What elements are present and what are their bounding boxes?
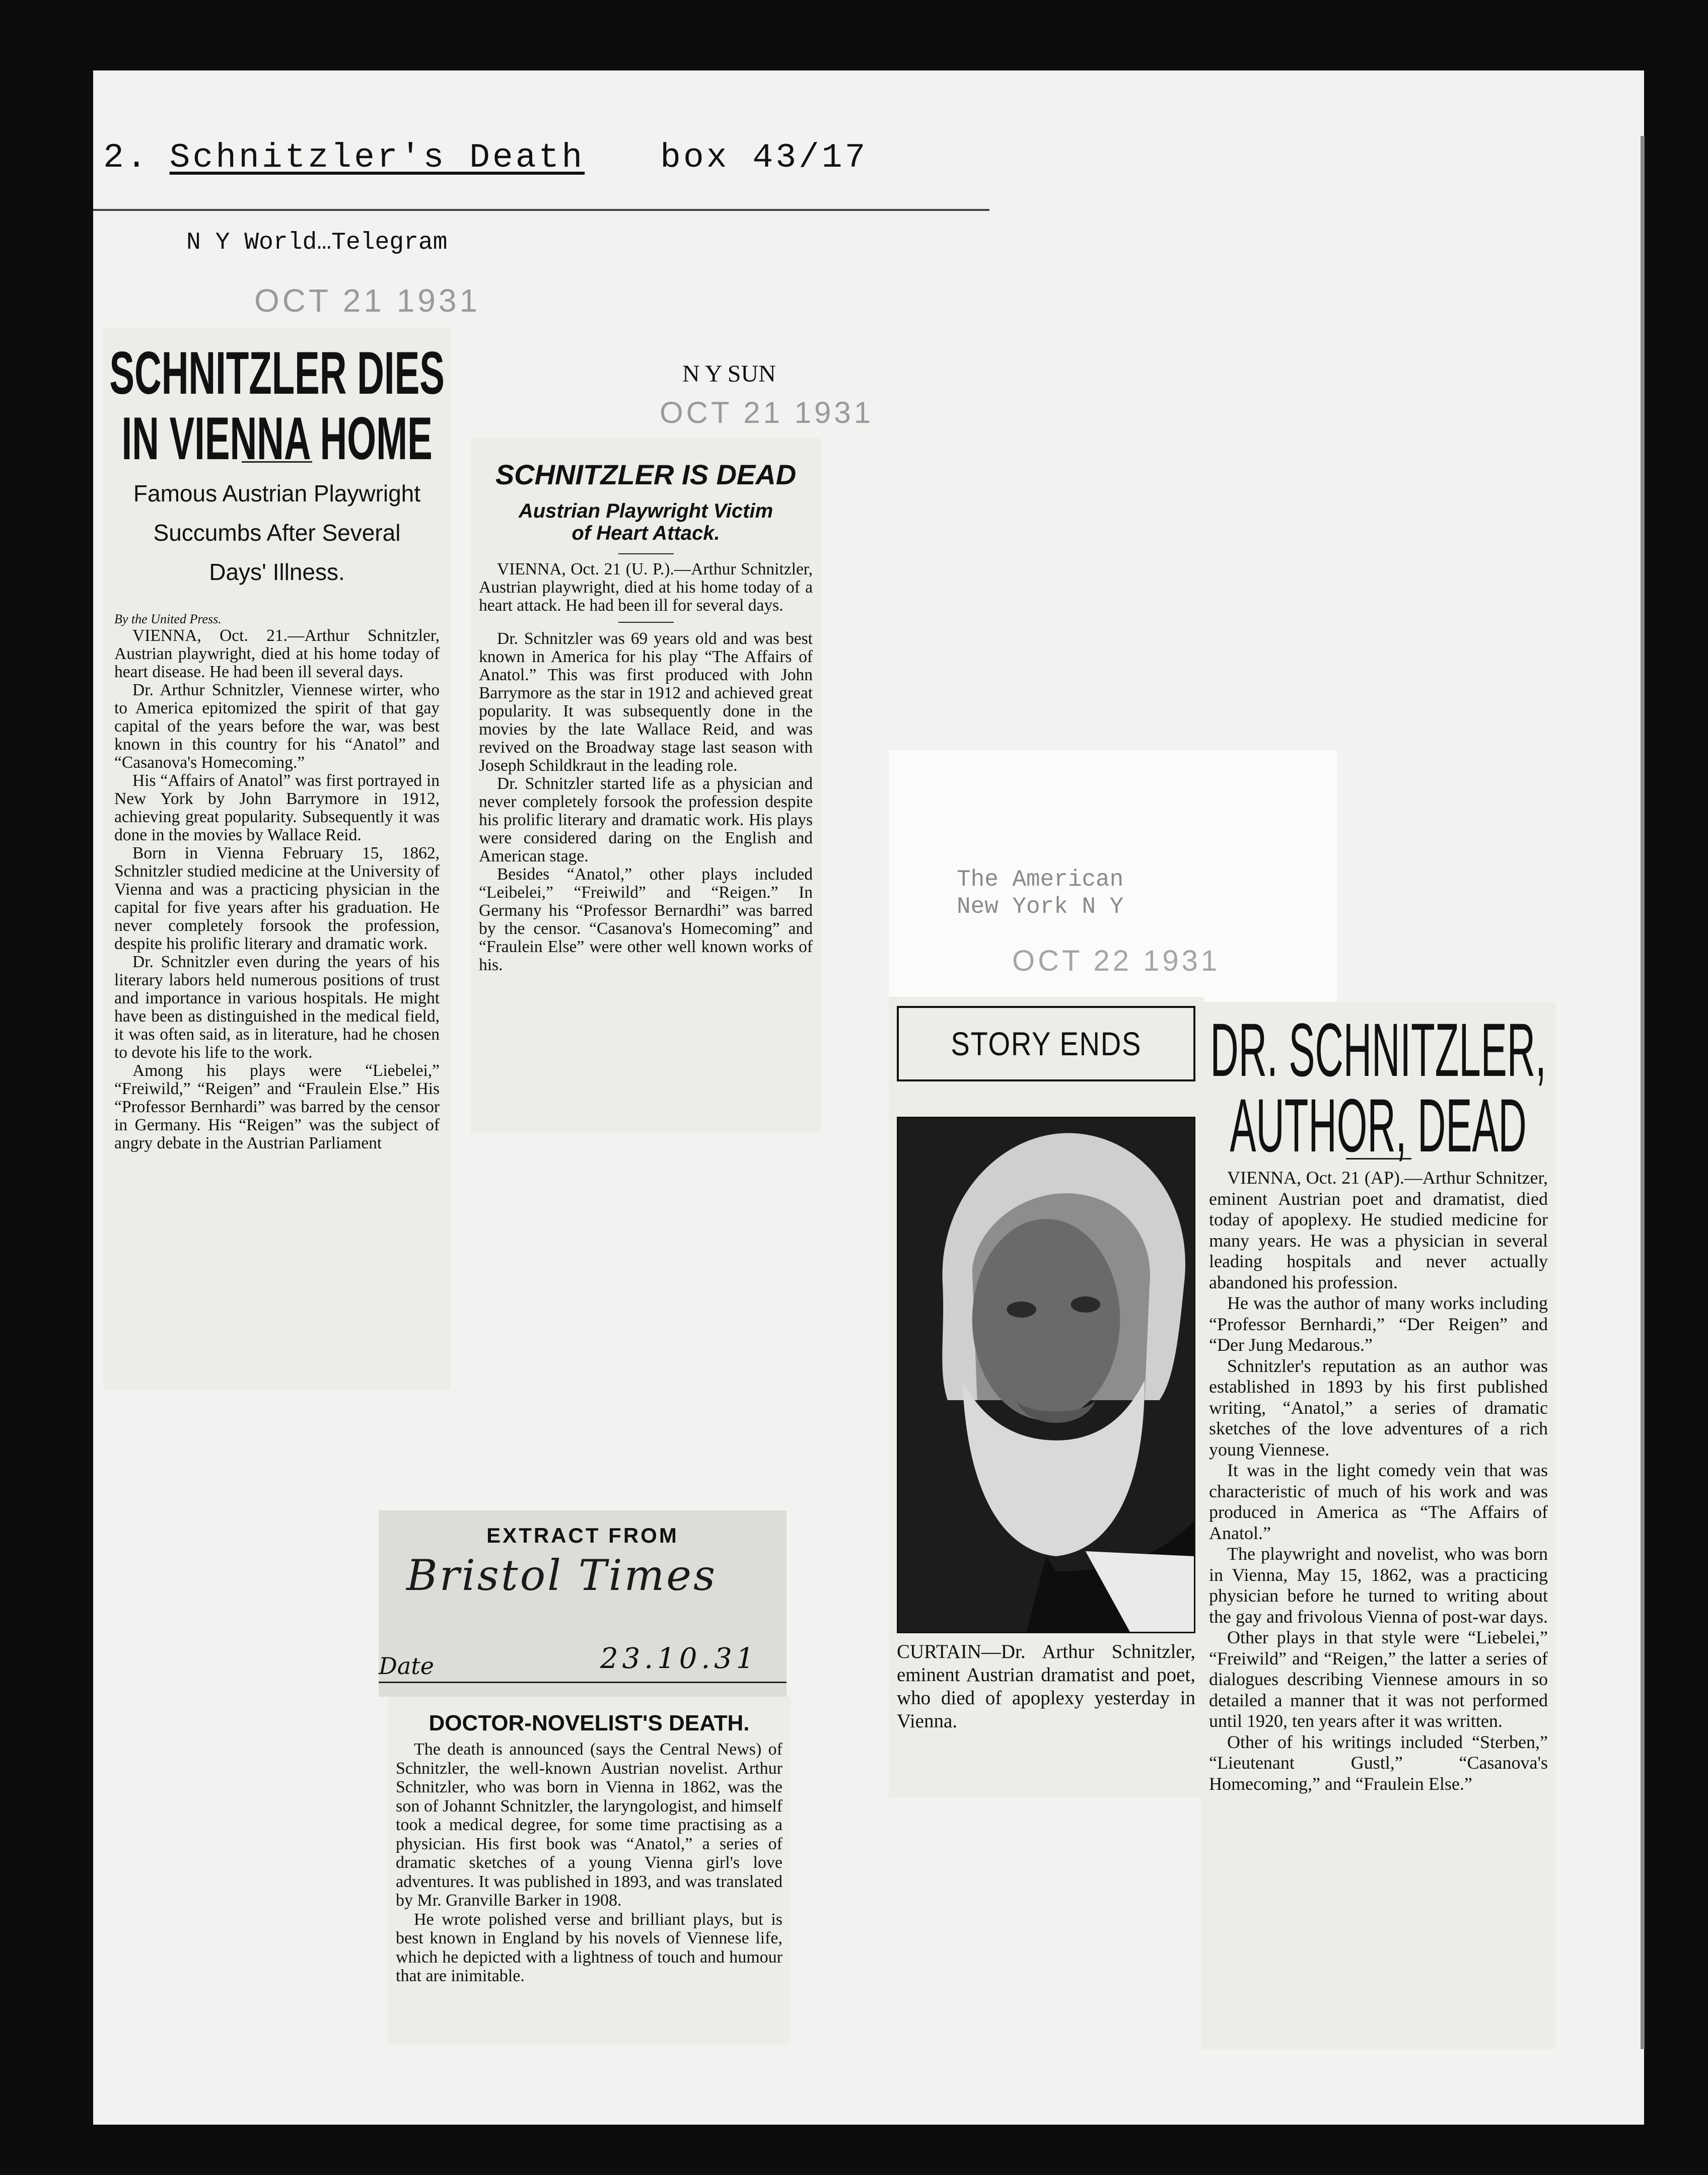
bristol-extract-form	[379, 1510, 787, 1697]
ny-sun-para-3: Dr. Schnitzler started life as a physician and never completely forsook the profession despite his prolific literary and dramatic work. His plays were considered daring on the English and American stage.	[479, 774, 813, 865]
bristol-headline: DOCTOR-NOVELIST'S DEATH.	[429, 1711, 750, 1735]
american-caption: CURTAIN—Dr. Arthur Schnitzler, eminent Austrian dramatist and poet, who died of apoplexy yesterday in Vienna.	[897, 1641, 1195, 1732]
world-telegram-para-3: His “Affairs of Anatol” was first portrayed in New York by John Barrymore in 1912, achieving great popularity. Subsequently it was done in the movies by Wallace Reid.	[114, 771, 440, 844]
bristol-body	[396, 1740, 782, 1986]
american-body	[1209, 1168, 1548, 1794]
world-telegram-headline-line1: SCHNITZLER DIES	[109, 339, 445, 407]
ny-sun-rule-top	[618, 553, 674, 554]
world-telegram-para-6: Among his plays were “Liebelei,” “Freiwild,” “Reigen” and “Fraulein Else.” His “Professor Bernhardi” was barred by the censor in Germany. His “Reigen” was the subject of angry debate in the Austrian Parliament	[114, 1061, 440, 1152]
ny-sun-subhead	[479, 500, 813, 544]
american-date-stamp: OCT 22 1931	[1012, 945, 1221, 977]
american-para-1: VIENNA, Oct. 21 (AP).—Arthur Schnitzer, eminent Austrian poet and dramatist, died today of apoplexy. He studied medicine for many years. He was a physician in several leading hospitals and never actually abandoned his profession.	[1209, 1168, 1548, 1292]
world-telegram-subhead-line2: Succumbs After Several	[153, 520, 401, 546]
page-header	[103, 138, 984, 189]
world-telegram-subhead	[114, 474, 440, 592]
american-headline-line2: AUTHOR, DEAD	[1230, 1083, 1527, 1168]
american-source-line1: The American	[957, 866, 1124, 893]
world-telegram-para-1: VIENNA, Oct. 21.—Arthur Schnitzler, Austrian playwright, died at his home today of heart disease. He had been ill several days.	[114, 626, 440, 681]
ny-sun-para-4: Besides “Anatol,” other plays included “Leibelei,” “Freiwild” and “Reigen.” In Germany his “Professor Bernardhi” was barred by the censor. “Casanova's Homecoming” and “Fraulein Else” were other well known works of his.	[479, 865, 813, 974]
american-para-5: The playwright and novelist, who was born in Vienna, May 15, 1862, was a practicing physician before he turned to writing about the gay and frivolous Vienna of post-war days.	[1209, 1544, 1548, 1627]
story-ends-label: STORY ENDS	[951, 1025, 1142, 1062]
world-telegram-para-5: Dr. Schnitzler even during the years of his literary labors held numerous positions of trust and importance in various hospitals. He might have been as distinguished in the medical field, it was often said, as in literature, had he chosen to devote his life to the work.	[114, 953, 440, 1062]
story-ends-box	[897, 1006, 1195, 1081]
world-telegram-byline: By the United Press.	[114, 612, 222, 626]
clipping-american-article	[1201, 1002, 1556, 2049]
ny-sun-subhead-line2: of Heart Attack.	[572, 522, 720, 544]
date-label: Date	[379, 1652, 435, 1680]
date-line	[379, 1682, 787, 1683]
bristol-source-handwritten: Bristol Times	[406, 1551, 718, 1600]
bristol-para-1: The death is announced (says the Central News) of Schnitzler, the well-known Austrian novelist. Arthur Schnitzler, who was born in Vienna in 1862, was the son of Johannt Schnitzler, the laryngologist, and himself took a medical degree, for some time practising as a physician. His first book was “Anatol,” a series of dramatic sketches of a young Vienna girl's love adventures. It was published in 1893, and was translated by Mr. Granville Barker in 1908.	[396, 1740, 782, 1910]
world-telegram-date-stamp: OCT 21 1931	[254, 282, 481, 319]
american-para-2: He was the author of many works including “Professor Bernhardi,” “Der Reigen” and “Der Jung Medarous.”	[1209, 1293, 1548, 1355]
ny-sun-rule-mid	[618, 622, 674, 623]
world-telegram-subhead-line1: Famous Austrian Playwright	[133, 480, 421, 506]
ny-sun-para-1: VIENNA, Oct. 21 (U. P.).—Arthur Schnitzler, Austrian playwright, died at his home today of a heart attack. He had been ill for several days.	[479, 560, 813, 615]
header-number: 2.	[103, 138, 150, 177]
ny-sun-para-2: Dr. Schnitzler was 69 years old and was best known in America for his play “The Affairs of Anatol.” This was first produced with John Barrymore as the star in 1912 and achieved great popularity. It was subsequently done in the movies by the late Wallace Reid, and was revived on the Broadway stage last season with Joseph Schildkraut in the leading role.	[479, 629, 813, 775]
bristol-para-2: He wrote polished verse and brilliant plays, but is best known in England by his novels of Viennese life, which he depicted with a lightness of touch and humour that are inimitable.	[396, 1910, 782, 1985]
ny-sun-date-stamp: OCT 21 1931	[660, 396, 874, 429]
clipping-ny-sun	[471, 438, 821, 1133]
clipping-bristol-times	[388, 1697, 791, 2044]
portrait-drawing	[898, 1118, 1194, 1632]
page-edge	[1641, 136, 1645, 2049]
ny-sun-headline: SCHNITZLER IS DEAD	[495, 459, 797, 490]
american-para-4: It was in the light comedy vein that was characteristic of much of his work and was produced in America as “The Affairs of Anatol.”	[1209, 1460, 1548, 1543]
ny-sun-source: N Y SUN	[682, 360, 776, 387]
ny-sun-subhead-line1: Austrian Playwright Victim	[518, 500, 773, 522]
american-para-7: Other of his writings included “Sterben,” “Lieutenant Gustl,” “Casanova's Homecoming,” and “Fraulein Else.”	[1209, 1731, 1548, 1794]
ny-sun-body	[479, 560, 813, 974]
world-telegram-para-4: Born in Vienna February 15, 1862, Schnitzler studied medicine at the University of Vienna and was a practicing physician in the capital for five years after his graduation. He never completely forsook the profession, despite his prolific literary and dramatic work.	[114, 844, 440, 953]
american-headline-line1: DR. SCHNITZLER,	[1210, 1007, 1547, 1092]
world-telegram-subhead-line3: Days' Illness.	[209, 559, 345, 585]
header-box-label: box 43/17	[660, 138, 868, 177]
clipping-world-telegram	[103, 327, 451, 1390]
american-headline	[1209, 1007, 1548, 1168]
schnitzler-portrait	[897, 1117, 1195, 1633]
clipping-american-photo	[889, 997, 1203, 1797]
world-telegram-headline-line2: IN VIENNA HOME	[121, 405, 433, 472]
american-source-line2: New York N Y	[957, 894, 1124, 920]
world-telegram-source: N Y World…Telegram	[186, 229, 448, 256]
american-para-3: Schnitzler's reputation as an author was established in 1893 by his first published writing, “Anatol,” a series of dramatic sketches of the love adventures of a rich young Viennese.	[1209, 1355, 1548, 1460]
world-telegram-para-2: Dr. Arthur Schnitzler, Viennese wirter, who to America epitomized the spirit of that gay capital of the years before the war, was best known in this country for his “Anatol” and “Casanova's Homecoming.”	[114, 681, 440, 772]
american-para-6: Other plays in that style were “Liebelei,” “Freiwild” and “Reigen,” the latter a series of dialogues describing Viennese amours in so detailed a manner that it was not performed until 1920, ten years after it was written.	[1209, 1627, 1548, 1731]
date-handwritten: 23.10.31	[600, 1642, 758, 1675]
header-rule	[93, 209, 989, 211]
american-source	[957, 866, 1123, 920]
extract-from-label: EXTRACT FROM	[486, 1524, 679, 1547]
world-telegram-headline	[106, 340, 449, 471]
world-telegram-body	[114, 627, 440, 1152]
american-source-card	[889, 750, 1337, 1002]
header-title: Schnitzler's Death	[169, 138, 585, 177]
